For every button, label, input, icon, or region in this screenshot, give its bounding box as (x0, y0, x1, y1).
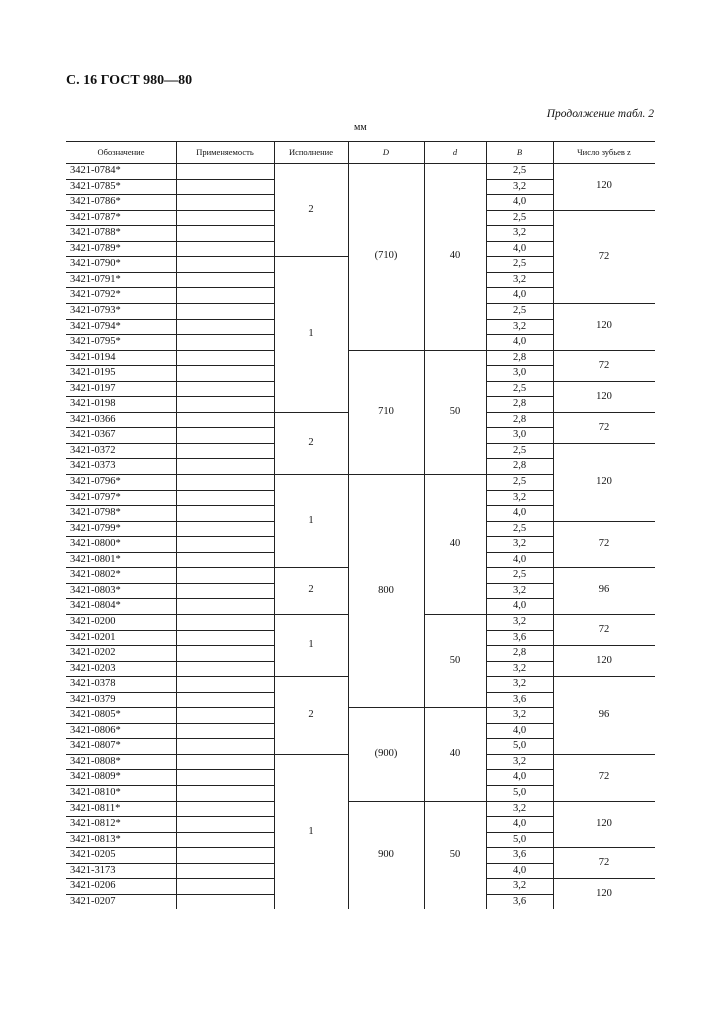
b-value-cell: 2,5 (512, 258, 527, 270)
b-value-cell: 2,8 (512, 413, 527, 425)
teeth-count-cell: 72 (598, 623, 610, 635)
designation-cell: 3421-0194 (70, 351, 116, 363)
designation-cell: 3421-0378 (70, 678, 116, 690)
b-value-cell: 3,2 (512, 662, 527, 674)
b-value-cell: 4,0 (512, 771, 527, 783)
teeth-count-cell: 72 (598, 770, 610, 782)
designation-cell: 3421-0790* (70, 258, 121, 270)
b-value-cell: 3,2 (512, 678, 527, 690)
designation-cell: 3421-0794* (70, 320, 121, 332)
b-value-cell: 4,0 (512, 600, 527, 612)
designation-cell: 3421-0809* (70, 771, 121, 783)
designation-cell: 3421-0795* (70, 336, 121, 348)
b-value-cell: 5,0 (512, 833, 527, 845)
d-cell: 50 (449, 654, 461, 666)
D-cell: 900 (378, 848, 394, 860)
b-value-cell: 3,6 (512, 895, 527, 907)
teeth-count-cell: 120 (596, 817, 612, 829)
b-value-cell: 2,8 (512, 398, 527, 410)
designation-cell: 3421-0793* (70, 304, 121, 316)
b-value-cell: 4,0 (512, 289, 527, 301)
designation-cell: 3421-0195 (70, 367, 116, 379)
header-teeth-count: Число зубьев z (577, 147, 631, 157)
b-value-cell: 2,5 (512, 382, 527, 394)
b-value-cell: 3,2 (512, 584, 527, 596)
designation-cell: 3421-3173 (70, 864, 116, 876)
teeth-count-cell: 120 (596, 319, 612, 331)
b-value-cell: 2,5 (512, 569, 527, 581)
d-cell: 50 (449, 405, 461, 417)
b-value-cell: 4,0 (512, 553, 527, 565)
designation-cell: 3421-0197 (70, 382, 116, 394)
D-cell: (710) (374, 250, 398, 261)
b-value-cell: 3,6 (512, 849, 527, 861)
designation-cell: 3421-0787* (70, 211, 121, 223)
designation-cell: 3421-0804* (70, 600, 121, 612)
b-value-cell: 3,2 (512, 709, 527, 721)
b-value-cell: 3,2 (512, 180, 527, 192)
b-value-cell: 2,8 (512, 351, 527, 363)
designation-cell: 3421-0366 (70, 413, 116, 425)
designation-cell: 3421-0811* (70, 802, 121, 814)
designation-cell: 3421-0807* (70, 740, 121, 752)
execution-cell: 2 (308, 709, 314, 721)
b-value-cell: 3,2 (512, 491, 527, 503)
b-value-cell: 4,0 (512, 818, 527, 830)
b-value-cell: 2,5 (512, 444, 527, 456)
execution-cell: 1 (308, 825, 314, 837)
designation-cell: 3421-0786* (70, 196, 121, 208)
b-value-cell: 4,0 (512, 864, 527, 876)
page-header: С. 16 ГОСТ 980—80 (66, 73, 193, 88)
b-value-cell: 2,5 (512, 476, 527, 487)
designation-cell: 3421-0201 (70, 631, 116, 643)
designation-cell: 3421-0372 (70, 444, 116, 456)
designation-cell: 3421-0801* (70, 553, 121, 565)
designation-cell: 3421-0803* (70, 584, 121, 596)
designation-cell: 3421-0813* (70, 833, 121, 845)
designation-cell: 3421-0797* (70, 491, 121, 503)
D-cell: (900) (374, 748, 398, 760)
teeth-count-cell: 96 (598, 709, 610, 721)
b-value-cell: 4,0 (512, 724, 527, 736)
teeth-count-cell: 72 (598, 537, 610, 549)
designation-cell: 3421-0200 (70, 615, 116, 627)
designation-cell: 3421-0800* (70, 538, 121, 550)
header-D: D (382, 147, 390, 157)
execution-cell: 1 (308, 328, 314, 340)
designation-cell: 3421-0205 (70, 849, 116, 861)
b-value-cell: 3,2 (512, 615, 527, 627)
designation-cell: 3421-0789* (70, 242, 121, 254)
teeth-count-cell: 120 (596, 475, 612, 487)
b-value-cell: 3,2 (512, 802, 527, 814)
d-cell: 40 (449, 538, 461, 549)
b-value-cell: 3,6 (512, 693, 527, 705)
designation-cell: 3421-0806* (70, 724, 121, 736)
teeth-count-cell: 120 (596, 180, 612, 191)
designation-cell: 3421-0206 (70, 880, 116, 892)
designation-cell: 3421-0784* (70, 165, 121, 176)
b-value-cell: 3,0 (512, 429, 527, 441)
teeth-count-cell: 120 (596, 655, 612, 667)
execution-cell: 1 (308, 638, 314, 650)
b-value-cell: 4,0 (512, 336, 527, 348)
teeth-count-cell: 72 (598, 250, 610, 262)
designation-cell: 3421-0802* (70, 569, 121, 581)
unit-label: мм (354, 122, 367, 133)
b-value-cell: 4,0 (512, 507, 527, 519)
teeth-count-cell: 72 (598, 421, 610, 433)
b-value-cell: 5,0 (512, 740, 527, 752)
designation-cell: 3421-0805* (70, 709, 121, 721)
b-value-cell: 3,2 (512, 227, 527, 239)
teeth-count-cell: 96 (598, 584, 610, 596)
b-value-cell: 3,0 (512, 367, 527, 379)
teeth-count-cell: 120 (596, 390, 612, 402)
teeth-count-cell: 72 (598, 857, 610, 869)
header-B: B (516, 147, 523, 157)
designation-cell: 3421-0785* (70, 180, 121, 192)
b-value-cell: 5,0 (512, 787, 527, 798)
designation-cell: 3421-0812* (70, 818, 121, 830)
designation-cell: 3421-0207 (70, 895, 116, 907)
execution-cell: 2 (308, 204, 314, 215)
designation-cell: 3421-0796* (70, 476, 121, 487)
designation-cell: 3421-0788* (70, 227, 121, 239)
D-cell: 800 (378, 585, 394, 596)
b-value-cell: 3,2 (512, 880, 527, 892)
designation-cell: 3421-0798* (70, 507, 121, 519)
b-value-cell: 4,0 (512, 242, 527, 254)
execution-cell: 2 (308, 436, 314, 448)
execution-cell: 2 (308, 584, 314, 596)
designation-cell: 3421-0810* (70, 787, 121, 798)
d-cell: 40 (449, 748, 461, 760)
header-d: d (452, 147, 458, 157)
teeth-count-cell: 120 (596, 888, 612, 900)
b-value-cell: 2,8 (512, 460, 527, 472)
dimensions-table (66, 141, 655, 921)
b-value-cell: 2,5 (512, 211, 527, 223)
header-applicability: Применяемость (196, 147, 254, 157)
designation-cell: 3421-0373 (70, 460, 116, 472)
designation-cell: 3421-0202 (70, 647, 116, 659)
designation-cell: 3421-0198 (70, 398, 116, 410)
b-value-cell: 2,8 (512, 647, 527, 659)
designation-cell: 3421-0808* (70, 755, 121, 767)
designation-cell: 3421-0379 (70, 693, 116, 705)
execution-cell: 1 (308, 515, 314, 526)
teeth-count-cell: 72 (598, 359, 610, 371)
designation-cell: 3421-0791* (70, 273, 121, 285)
b-value-cell: 3,2 (512, 755, 527, 767)
b-value-cell: 3,6 (512, 631, 527, 643)
b-value-cell: 2,5 (512, 522, 527, 534)
designation-cell: 3421-0367 (70, 429, 116, 441)
designation-cell: 3421-0203 (70, 662, 116, 674)
d-cell: 50 (449, 848, 461, 860)
b-value-cell: 3,2 (512, 273, 527, 285)
b-value-cell: 3,2 (512, 538, 527, 550)
designation-cell: 3421-0799* (70, 522, 121, 534)
header-execution: Исполнение (288, 147, 334, 157)
header-designation: Обозначение (97, 147, 145, 157)
b-value-cell: 3,2 (512, 320, 527, 332)
b-value-cell: 4,0 (512, 196, 527, 208)
b-value-cell: 2,5 (512, 304, 527, 316)
designation-cell: 3421-0792* (70, 289, 121, 301)
d-cell: 40 (449, 250, 461, 261)
table-continuation-label: Продолжение табл. 2 (546, 108, 654, 120)
D-cell: 710 (378, 405, 394, 417)
b-value-cell: 2,5 (512, 165, 527, 176)
